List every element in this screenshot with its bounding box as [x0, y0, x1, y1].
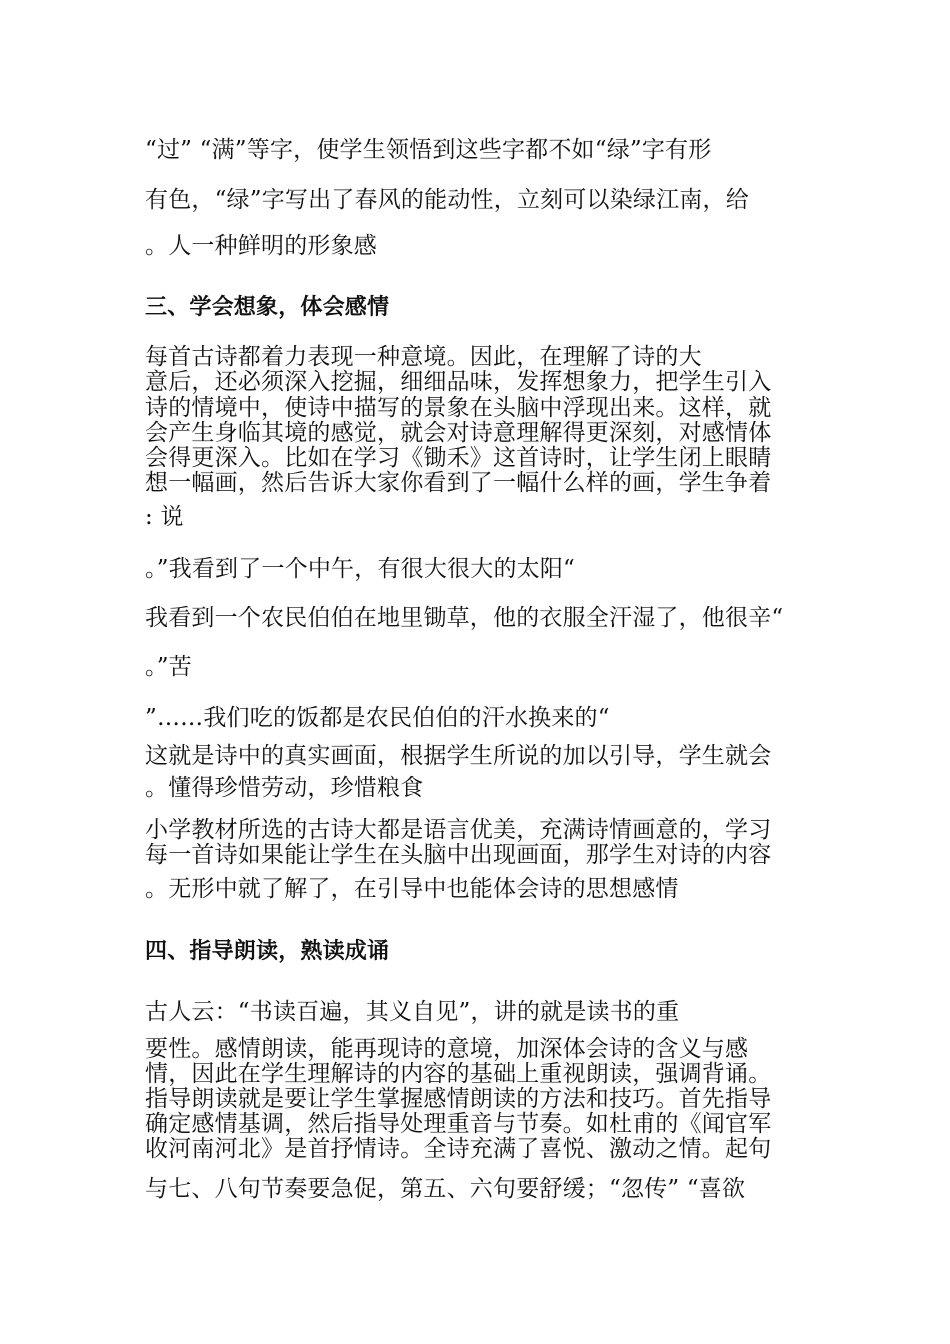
- text-line: 与七、八句节奏要急促，第五、六句要舒缓；“忽传” “喜欲: [145, 1176, 746, 1202]
- section-heading-3: 三、学会想象，体会感情: [145, 295, 390, 320]
- text-line: 确定感情基调，然后指导处理重音与节奏。如杜甫的《闻官军: [145, 1111, 772, 1137]
- text-line: 。”我看到了一个中午，有很大很大的太阳“: [145, 556, 576, 582]
- text-line: 我看到一个农民伯伯在地里锄草，他的衣服全汗湿了，他很辛“: [145, 605, 784, 631]
- text-line: 要性。感情朗读，能再现诗的意境，加深体会诗的含义与感: [145, 1036, 749, 1062]
- text-line: 每一首诗如果能让学生在头脑中出现画面，那学生对诗的内容: [145, 842, 772, 868]
- text-line: 有色，“绿”字写出了春风的能动性，立刻可以染绿江南，给: [145, 187, 749, 213]
- text-line: 每首古诗都着力表现一种意境。因此，在理解了诗的大: [145, 344, 702, 370]
- text-line: 情，因此在学生理解诗的内容的基础上重视朗读，强调背诵。: [145, 1061, 772, 1087]
- text-line: ”……我们吃的饭都是农民伯伯的汗水换来的“: [145, 705, 610, 731]
- text-line: 。人一种鲜明的形象感: [145, 233, 377, 259]
- text-line: 古人云：“书读百遍，其义自见”，讲的就是读书的重: [145, 999, 680, 1025]
- text-line: 。懂得珍惜劳动，珍惜粮食: [145, 775, 424, 801]
- text-line: 意后，还必须深入挖掘，细细品味，发挥想象力，把学生引入: [145, 369, 772, 395]
- text-line: 会产生身临其境的感觉，就会对诗意理解得更深刻，对感情体: [145, 420, 772, 446]
- text-line: : 说: [145, 504, 184, 530]
- text-line: 。无形中就了解了，在引导中也能体会诗的思想感情: [145, 876, 679, 902]
- text-line: 指导朗读就是要让学生掌握感情朗读的方法和技巧。首先指导: [145, 1086, 772, 1112]
- text-line: 这就是诗中的真实画面，根据学生所说的加以引导，学生就会: [145, 743, 772, 769]
- text-line: 小学教材所选的古诗大都是语言优美，充满诗情画意的，学习: [145, 817, 772, 843]
- text-line: 想一幅画，然后告诉大家你看到了一幅什么样的画，学生争着: [145, 470, 772, 496]
- text-line: “过” “满”等字，使学生领悟到这些字都不如“绿”字有形: [145, 137, 712, 163]
- section-heading-4: 四、指导朗读，熟读成诵: [145, 939, 390, 964]
- text-line: 。”苦: [145, 654, 192, 680]
- text-line: 会得更深入。比如在学习《锄禾》这首诗时，让学生闭上眼睛: [145, 445, 772, 471]
- text-line: 收河南河北》是首抒情诗。全诗充满了喜悦、激动之情。起句: [145, 1136, 772, 1162]
- text-line: 诗的情境中，使诗中描写的景象在头脑中浮现出来。这样，就: [145, 395, 772, 421]
